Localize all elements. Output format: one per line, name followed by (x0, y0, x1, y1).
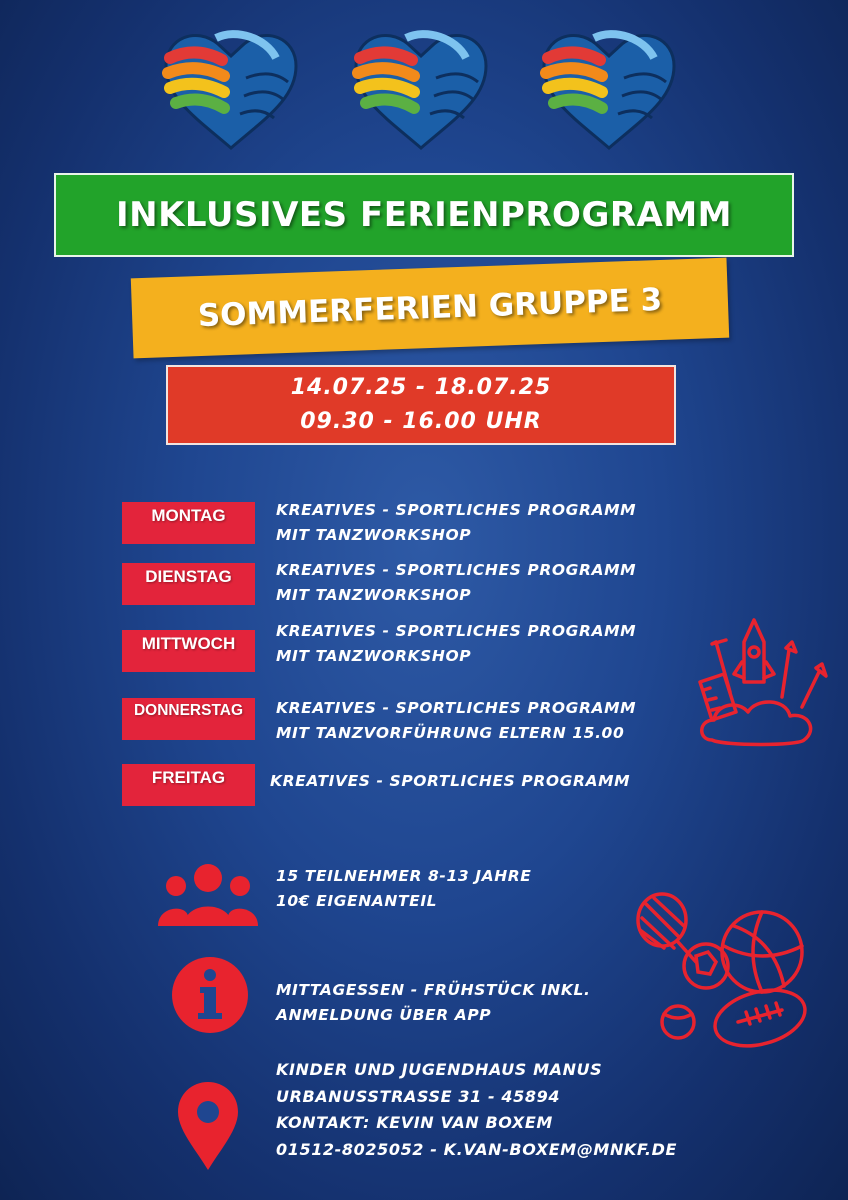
participants-fee: 10€ EIGENANTEIL (276, 892, 438, 910)
schedule-entry-tuesday (276, 558, 696, 608)
program-line: KREATIVES - SPORTLICHES PROGRAMM (276, 622, 637, 640)
sports-balls-icon (634, 890, 824, 1060)
participants-count: 15 TEILNEHMER 8-13 JAHRE (276, 867, 532, 885)
program-line: KREATIVES - SPORTLICHES PROGRAMM (270, 772, 631, 790)
program-line: MIT TANZWORKSHOP (276, 526, 472, 544)
time-range: 09.30 - 16.00 UHR (300, 409, 542, 434)
schedule-entry-monday (276, 498, 696, 548)
program-line: KREATIVES - SPORTLICHES PROGRAMM (276, 561, 637, 579)
art-supplies-icon (694, 612, 834, 757)
info-icon (170, 955, 250, 1035)
contact-info (276, 1057, 677, 1163)
day-label-monday: MONTAG (122, 502, 255, 544)
program-line: MIT TANZWORKSHOP (276, 586, 472, 604)
program-line: MIT TANZVORFÜHRUNG ELTERN 15.00 (276, 724, 625, 742)
registration-info: ANMELDUNG ÜBER APP (276, 1006, 492, 1024)
program-title: INKLUSIVES FERIENPROGRAMM (54, 173, 794, 257)
date-range: 14.07.25 - 18.07.25 (290, 375, 552, 400)
program-line: MIT TANZWORKSHOP (276, 647, 472, 665)
program-line: KREATIVES - SPORTLICHES PROGRAMM (276, 501, 637, 519)
venue-address: URBANUSSTRASSE 31 - 45894 (276, 1086, 561, 1106)
date-time-box (166, 365, 676, 445)
contact-person: KONTAKT: KEVIN VAN BOXEM (276, 1113, 553, 1132)
schedule-entry-friday (270, 769, 690, 794)
venue-name: KINDER UND JUGENDHAUS MANUS (276, 1060, 603, 1079)
heart-hands-logo-1 (156, 18, 306, 153)
heart-hands-logo-2 (346, 18, 496, 153)
day-label-friday: FREITAG (122, 764, 255, 806)
day-label-wednesday: MITTWOCH (122, 630, 255, 672)
meal-info: MITTAGESSEN - FRÜHSTÜCK INKL. (276, 981, 591, 999)
schedule-entry-wednesday (276, 619, 696, 669)
participants-info (276, 864, 532, 914)
program-line: KREATIVES - SPORTLICHES PROGRAMM (276, 699, 637, 717)
group-subtitle: SOMMERFERIEN GRUPPE 3 (131, 258, 729, 359)
heart-hands-logo-3 (534, 18, 684, 153)
day-label-thursday: DONNERSTAG (122, 698, 255, 740)
group-icon (156, 860, 260, 928)
meal-registration-info (276, 978, 590, 1028)
day-label-tuesday: DIENSTAG (122, 563, 255, 605)
schedule-entry-thursday (276, 696, 696, 746)
contact-phone-email: 01512-8025052 - K.VAN-BOXEM@MNKF.DE (276, 1139, 678, 1159)
location-pin-icon (176, 1080, 240, 1172)
